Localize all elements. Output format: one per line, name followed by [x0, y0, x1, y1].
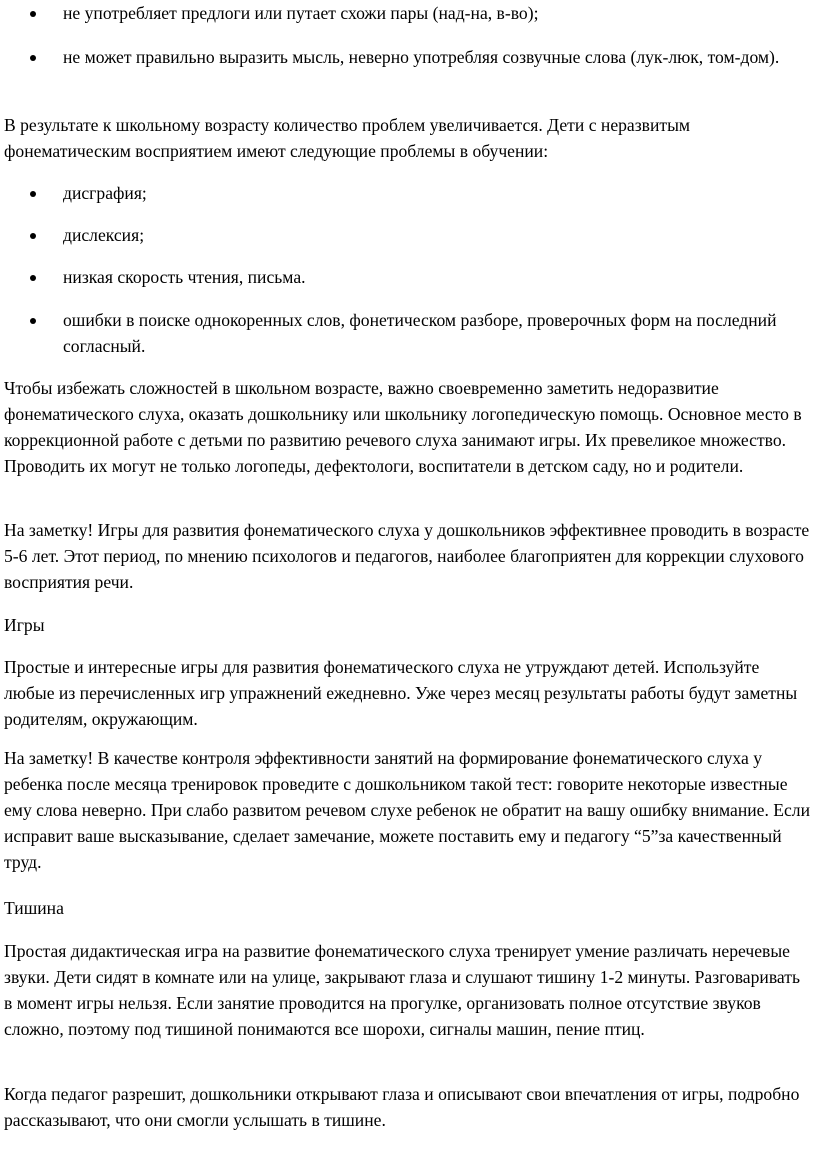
bullet-icon — [30, 233, 36, 239]
paragraph-silence-outcome: Когда педагог разрешит, дошкольники открывают глаза и описывают свои впечатления от игры, подробно рассказывают, что они смогли услышать в тишине. — [4, 1084, 800, 1130]
section-heading-games: Игры — [4, 615, 45, 635]
paragraph-note-test: На заметку! В качестве контроля эффективности занятий на формирование фонематического слуха у ребенка после месяца тренировок проведите с дошкольником такой тест: говорите некоторые известные ему слова неверно. При слабо развитом речевом слухе ребенок не обратит на вашу ошибку внимание. Если исправит ваше высказывание, сделает замечание, можете поставить ему и педагогу “5”за качественный труд. — [4, 748, 811, 872]
list-item-text: низкая скорость чтения, письма. — [63, 267, 306, 287]
paragraph-games-intro: Простые и интересные игры для развития фонематического слуха не утруждают детей. Используйте любые из перечисленных игр упражнений ежедневно. Уже через месяц результаты работы будут заметны родителям, окружающим. — [4, 657, 798, 729]
list-item — [0, 0, 816, 26]
list-item — [0, 180, 816, 206]
list-item-text: дислексия; — [63, 225, 145, 245]
list-item — [0, 307, 816, 359]
list-item-text: не употребляет предлоги или путает схожи пары (над-на, в-во); — [63, 3, 539, 23]
list-item — [0, 44, 816, 70]
paragraph-correction-importance: Чтобы избежать сложностей в школьном возрасте, важно своевременно заметить недоразвитие фонематического слуха, оказать дошкольнику или школьнику логопедическую помощь. Основное место в коррекционной работе с детьми по развитию речевого слуха занимают игры. Их превеликое множество. Проводить их могут не только логопеды, дефектологи, воспитатели в детском саду, но и родители. — [4, 378, 802, 476]
list-item-text: ошибки в поиске однокоренных слов, фонетическом разборе, проверочных форм на последний согласный. — [63, 310, 777, 356]
section-heading-silence: Тишина — [4, 898, 64, 918]
list-item-text: дисграфия; — [63, 183, 147, 203]
bullet-icon — [30, 11, 36, 17]
bullet-icon — [30, 275, 36, 281]
paragraph-problems-intro: В результате к школьному возрасту количество проблем увеличивается. Дети с неразвитым фонематическим восприятием имеют следующие проблемы в обучении: — [4, 115, 691, 161]
paragraph-note-age: На заметку! Игры для развития фонематического слуха у дошкольников эффективнее проводить в возрасте 5-6 лет. Этот период, по мнению психологов и педагогов, наиболее благоприятен для коррекции слухового восприятия речи. — [4, 520, 810, 592]
list-item-text: не может правильно выразить мысль, неверно употребляя созвучные слова (лук-люк, том-дом). — [63, 47, 780, 67]
bullet-icon — [30, 318, 36, 324]
list-item — [0, 222, 816, 248]
bullet-icon — [30, 55, 36, 61]
list-item — [0, 264, 816, 290]
bullet-icon — [30, 191, 36, 197]
paragraph-silence-game: Простая дидактическая игра на развитие фонематического слуха тренирует умение различать неречевые звуки. Дети сидят в комнате или на улице, закрывают глаза и слушают тишину 1-2 минуты. Разговаривать в момент игры нельзя. Если занятие проводится на прогулке, организовать полное отсутствие звуков сложно, поэтому под тишиной понимаются все шорохи, сигналы машин, пение птиц. — [4, 941, 800, 1039]
